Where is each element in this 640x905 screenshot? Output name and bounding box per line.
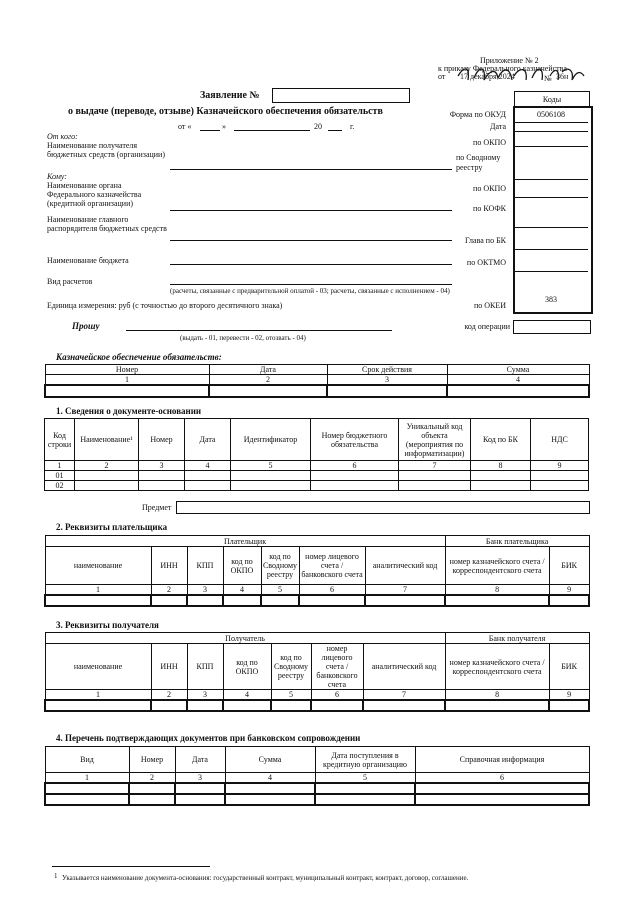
s3-header: ИНН (151, 644, 187, 690)
s3-colnum: 5 (271, 690, 311, 701)
s4-cell[interactable] (45, 794, 129, 805)
date-day-field[interactable] (200, 130, 220, 131)
s2-colnum: 8 (445, 585, 549, 596)
s1-row-code: 01 (45, 471, 75, 481)
s1-colnum: 7 (399, 461, 471, 471)
s3-colnum: 3 (187, 690, 223, 701)
s2-colnum: 1 (45, 585, 151, 596)
s2-cell[interactable] (365, 595, 445, 606)
s4-colnum: 4 (225, 773, 315, 784)
s1-header-date: Дата (185, 419, 231, 461)
s1-colnum: 8 (471, 461, 531, 471)
title-prefix: Заявление № (200, 90, 260, 101)
ot-kogo-label: От кого: (47, 132, 78, 141)
vid-rasch-label: Вид расчетов (47, 277, 93, 286)
table-row (45, 700, 589, 711)
s3-title: 3. Реквизиты получателя (56, 620, 159, 630)
kazn-cell[interactable] (45, 385, 209, 397)
appendix-order-line: к приказу Федерального казначейства (438, 64, 567, 73)
s1-title: 1. Сведения о документе-основании (56, 406, 202, 416)
vid-rasch-field[interactable] (170, 284, 452, 285)
glava-label: Глава по БК (465, 236, 506, 245)
s4-cell[interactable] (45, 783, 129, 794)
kofk-label: по КОФК (473, 204, 506, 213)
date-year-prefix: 20 (314, 122, 322, 131)
s2-title: 2. Реквизиты плательщика (56, 522, 168, 532)
s1-colnum: 9 (531, 461, 589, 471)
s1-header-vat: НДС (531, 419, 589, 461)
s4-colnum: 2 (129, 773, 175, 784)
s1-cell[interactable] (139, 471, 185, 481)
s4-cell[interactable] (225, 783, 315, 794)
s2-colnum: 2 (151, 585, 187, 596)
s2-cell[interactable] (261, 595, 299, 606)
s3-colnum: 9 (549, 690, 589, 701)
kazn-cell[interactable] (327, 385, 447, 397)
table-row (45, 471, 589, 481)
s3-colnum: 8 (445, 690, 549, 701)
proshu-label: Прошу (72, 321, 100, 331)
s1-cell[interactable] (531, 471, 589, 481)
kazn-cell[interactable] (209, 385, 327, 397)
s4-cell[interactable] (225, 794, 315, 805)
s4-header: Дата поступления в кредитную организацию (315, 747, 415, 773)
glavny-name-label: Наименование главного распорядителя бюджетных средств (47, 215, 167, 233)
s4-colnum: 1 (45, 773, 129, 784)
kazn-header-validity: Срок действия (327, 365, 447, 375)
svodny-label: по Сводному реестру (456, 153, 501, 172)
s1-cell[interactable] (75, 481, 139, 491)
statement-number-field[interactable] (272, 88, 410, 103)
okud-value: 0506108 (514, 108, 588, 123)
codes-header: Коды (514, 91, 590, 107)
s4-table (44, 746, 590, 806)
unit-label: Единица измерения: руб (с точностью до второго десятичного знака) (47, 301, 283, 310)
date-year-field[interactable] (328, 130, 342, 131)
footnote-divider (52, 866, 210, 867)
s3-header: аналитический код (363, 644, 445, 690)
s4-cell[interactable] (315, 783, 415, 794)
s2-header: номер казначейского счета / корреспондентского счета (445, 547, 549, 585)
s1-cell[interactable] (139, 481, 185, 491)
s4-header: Сумма (225, 747, 315, 773)
s1-colnum: 3 (139, 461, 185, 471)
s2-header: код по ОКПО (223, 547, 261, 585)
s3-header: код по ОКПО (223, 644, 271, 690)
s2-table (44, 535, 590, 607)
s4-cell[interactable] (415, 794, 589, 805)
s3-cell[interactable] (187, 700, 223, 711)
s2-header: номер лицевого счета / банковского счета (299, 547, 365, 585)
kazn-colnum: 3 (327, 375, 447, 386)
s2-colnum: 5 (261, 585, 299, 596)
s1-table (44, 418, 589, 491)
okpo1-label: по ОКПО (473, 138, 506, 147)
s2-header: код по Сводному реестру (261, 547, 299, 585)
s3-cell[interactable] (271, 700, 311, 711)
oper-code-field[interactable] (513, 320, 591, 334)
s4-cell[interactable] (415, 783, 589, 794)
organ-name-label: Наименование органа Федерального казначейства (кредитной организации) (47, 181, 142, 208)
s1-header-code: Код строки (45, 419, 75, 461)
s1-cell[interactable] (231, 471, 311, 481)
date-month-field[interactable] (234, 130, 310, 131)
s2-colnum: 7 (365, 585, 445, 596)
s1-header-unique-code: Уникальный код объекта (мероприятия по информатизации) (399, 419, 471, 461)
s3-header: КПП (187, 644, 223, 690)
s2-colnum: 4 (223, 585, 261, 596)
s3-header: номер казначейского счета / корреспондентского счета (445, 644, 549, 690)
s3-colnum: 7 (363, 690, 445, 701)
oktmo-label: по ОКТМО (466, 258, 506, 267)
table-row (45, 481, 589, 491)
s1-header-id: Идентификатор (231, 419, 311, 461)
s3-colnum: 4 (223, 690, 271, 701)
appendix-number-handwritten: 36н (556, 72, 569, 81)
s1-cell[interactable] (185, 481, 231, 491)
s3-colnum: 2 (151, 690, 187, 701)
s1-cell[interactable] (531, 481, 589, 491)
s1-cell[interactable] (399, 481, 471, 491)
s1-cell[interactable] (471, 471, 531, 481)
s4-cell[interactable] (175, 794, 225, 805)
s1-colnum: 4 (185, 461, 231, 471)
s2-colnum: 9 (549, 585, 589, 596)
s1-cell[interactable] (311, 471, 399, 481)
s2-cell[interactable] (445, 595, 549, 606)
s1-colnum: 5 (231, 461, 311, 471)
s1-cell[interactable] (75, 471, 139, 481)
komu-label: Кому: (47, 172, 67, 181)
s4-colnum: 5 (315, 773, 415, 784)
s2-header: ИНН (151, 547, 187, 585)
table-row (45, 595, 589, 606)
s4-title: 4. Перечень подтверждающих документов при банковском сопровождении (56, 733, 361, 743)
date-from-label: от « (178, 122, 192, 131)
s4-cell[interactable] (129, 794, 175, 805)
okei-label: по ОКЕИ (473, 301, 506, 310)
s1-header-name: Наименование¹ (75, 419, 139, 461)
s1-cell[interactable] (311, 481, 399, 491)
kazn-header-sum: Сумма (447, 365, 589, 375)
oper-code-label: код операции (464, 322, 510, 331)
s4-header: Вид (45, 747, 129, 773)
s1-cell[interactable] (399, 471, 471, 481)
appendix-date-handwritten: 17 декабря 2024 (460, 72, 515, 81)
kazn-cell[interactable] (447, 385, 589, 397)
s2-header: БИК (549, 547, 589, 585)
s2-cell[interactable] (187, 595, 223, 606)
s2-colnum: 6 (299, 585, 365, 596)
s4-colnum: 3 (175, 773, 225, 784)
date-g-label: г. (350, 122, 355, 131)
payer-name-field[interactable] (170, 169, 452, 170)
s4-header: Справочная информация (415, 747, 589, 773)
s3-cell[interactable] (45, 700, 151, 711)
s4-cell[interactable] (175, 783, 225, 794)
s3-cell[interactable] (151, 700, 187, 711)
glavny-name-field[interactable] (170, 240, 452, 241)
s1-cell[interactable] (471, 481, 531, 491)
table-row (45, 794, 589, 805)
date-close-quote: » (222, 122, 226, 131)
kazn-colnum: 4 (447, 375, 589, 386)
appendix-title: Приложение № 2 (480, 56, 539, 65)
budget-name-label: Наименование бюджета (47, 256, 129, 265)
s1-row-code: 02 (45, 481, 75, 491)
footnote-text: Указывается наименование документа-основания: государственный контракт, муниципальный контракт, контракт, договор, соглашение. (62, 874, 469, 882)
s3-cell[interactable] (223, 700, 271, 711)
proshu-field[interactable] (126, 330, 392, 331)
s1-cell[interactable] (231, 481, 311, 491)
s3-header: номер лицевого счета / банковского счета (311, 644, 363, 690)
payer-name-label: Наименование получателя бюджетных средств (организации) (47, 141, 166, 159)
s2-cell[interactable] (151, 595, 187, 606)
s4-header: Номер (129, 747, 175, 773)
kazn-header-date: Дата (209, 365, 327, 375)
s1-header-number: Номер (139, 419, 185, 461)
s2-group-bank: Банк плательщика (445, 536, 589, 547)
s1-header-obligation: Номер бюджетного обязательства (311, 419, 399, 461)
predmet-field[interactable] (176, 501, 590, 514)
s3-cell[interactable] (445, 700, 549, 711)
s3-table (44, 632, 590, 712)
kazn-title: Казначейское обеспечение обязательств: (56, 352, 222, 362)
s3-cell[interactable] (363, 700, 445, 711)
s1-colnum: 6 (311, 461, 399, 471)
s4-cell[interactable] (129, 783, 175, 794)
kazn-table (44, 364, 590, 398)
s2-header: аналитический код (365, 547, 445, 585)
s3-colnum: 6 (311, 690, 363, 701)
okud-label: Форма по ОКУД (449, 110, 506, 119)
s3-cell[interactable] (311, 700, 363, 711)
s2-cell[interactable] (549, 595, 589, 606)
s4-header: Дата (175, 747, 225, 773)
s2-colnum: 3 (187, 585, 223, 596)
codes-box (513, 106, 593, 314)
predmet-label: Предмет (142, 503, 172, 512)
kazn-colnum: 1 (45, 375, 209, 386)
s1-colnum: 2 (75, 461, 139, 471)
kazn-header-number: Номер (45, 365, 209, 375)
proshu-hint: (выдать - 01, перевести - 02, отозвать - 04) (180, 334, 306, 342)
s2-header: КПП (187, 547, 223, 585)
vid-rasch-hint: (расчеты, связанные с предварительной оплатой - 03; расчеты, связанные с исполнением - 04) (170, 287, 450, 295)
s2-group-payer: Плательщик (45, 536, 445, 547)
table-row (45, 385, 589, 397)
s3-colnum: 1 (45, 690, 151, 701)
s4-cell[interactable] (315, 794, 415, 805)
table-row (45, 783, 589, 794)
appendix-number-prefix: № (544, 74, 552, 83)
s3-group-recipient: Получатель (45, 633, 445, 644)
organ-name-field[interactable] (170, 210, 452, 211)
s2-cell[interactable] (299, 595, 365, 606)
date-code-label: Дата (490, 122, 506, 131)
s3-header: БИК (549, 644, 589, 690)
title-line2: о выдаче (переводе, отзыве) Казначейского обеспечения обязательств (68, 106, 383, 117)
s4-colnum: 6 (415, 773, 589, 784)
kazn-colnum: 2 (209, 375, 327, 386)
footnote-mark: 1 (54, 872, 58, 880)
s3-header: наименование (45, 644, 151, 690)
s3-cell[interactable] (549, 700, 589, 711)
s3-header: код по Сводному реестру (271, 644, 311, 690)
budget-name-field[interactable] (170, 264, 452, 265)
okei-value: 383 (545, 295, 557, 304)
s1-colnum: 1 (45, 461, 75, 471)
s3-group-bank: Банк получателя (445, 633, 589, 644)
s1-cell[interactable] (185, 471, 231, 481)
okpo2-label: по ОКПО (473, 184, 506, 193)
appendix-from: от (438, 72, 446, 81)
s1-header-bk: Код по БК (471, 419, 531, 461)
s2-cell[interactable] (223, 595, 261, 606)
s2-cell[interactable] (45, 595, 151, 606)
s2-header: наименование (45, 547, 151, 585)
